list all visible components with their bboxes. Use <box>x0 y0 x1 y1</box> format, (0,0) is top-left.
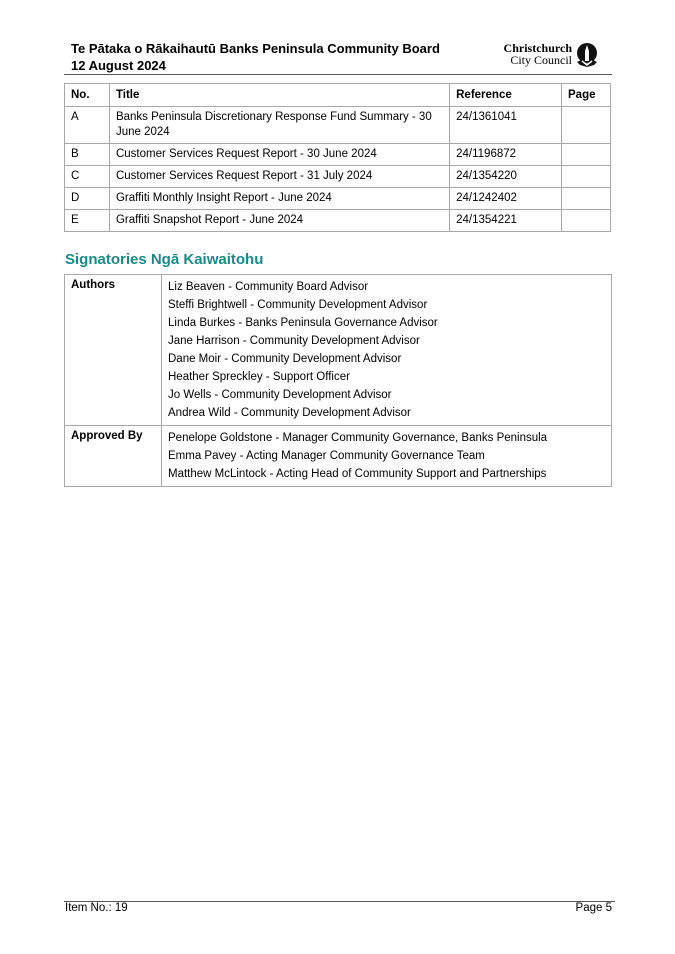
cell-title: Banks Peninsula Discretionary Response Fund Summary - 30 June 2024 <box>109 107 449 144</box>
cell-no: E <box>65 210 110 232</box>
approved-list <box>162 426 612 487</box>
author-entry: Heather Spreckley - Support Officer <box>168 371 350 383</box>
council-logo <box>498 42 602 70</box>
col-header-title: Title <box>109 84 449 107</box>
author-entry: Andrea Wild - Community Development Advisor <box>168 407 411 419</box>
authors-list <box>162 275 612 426</box>
cell-page <box>562 166 611 188</box>
col-header-page: Page <box>562 84 611 107</box>
table-row <box>65 188 611 210</box>
author-entry: Jane Harrison - Community Development Advisor <box>168 335 420 347</box>
cell-page <box>562 188 611 210</box>
cell-ref: 24/1361041 <box>450 107 562 144</box>
cell-no: D <box>65 188 110 210</box>
approver-entry: Emma Pavey - Acting Manager Community Governance Team <box>168 450 485 462</box>
cell-no: C <box>65 166 110 188</box>
col-header-no: No. <box>65 84 110 107</box>
cell-page <box>562 210 611 232</box>
footer-divider <box>64 901 615 902</box>
cell-ref: 24/1354220 <box>450 166 562 188</box>
cell-page <box>562 107 611 144</box>
cell-no: B <box>65 144 110 166</box>
approved-label: Approved By <box>65 426 162 487</box>
approver-entry: Matthew McLintock - Acting Head of Community Support and Partnerships <box>168 468 547 480</box>
logo-line1: Christchurch <box>503 41 572 55</box>
author-entry: Linda Burkes - Banks Peninsula Governance Advisor <box>168 317 438 329</box>
table-header-row <box>65 84 611 107</box>
cell-ref: 24/1354221 <box>450 210 562 232</box>
cathedral-icon <box>574 42 600 68</box>
authors-label: Authors <box>65 275 162 426</box>
cell-title: Graffiti Monthly Insight Report - June 2024 <box>109 188 449 210</box>
approved-row <box>65 426 612 487</box>
table-row <box>65 166 611 188</box>
attachments-table <box>64 83 611 232</box>
cell-page <box>562 144 611 166</box>
cell-title: Customer Services Request Report - 31 July 2024 <box>109 166 449 188</box>
author-entry: Liz Beaven - Community Board Advisor <box>168 281 369 293</box>
signatories-heading: Signatories Ngā Kaiwaitohu <box>65 251 264 268</box>
author-entry: Steffi Brightwell - Community Development Advisor <box>168 299 428 311</box>
header-divider <box>64 74 612 75</box>
table-row <box>65 144 611 166</box>
board-name: Te Pātaka o Rākaihautū Banks Peninsula Community Board <box>71 41 440 56</box>
item-number: Item No.: 19 <box>65 902 128 914</box>
table-row <box>65 107 611 144</box>
author-entry: Jo Wells - Community Development Advisor <box>168 389 392 401</box>
cell-ref: 24/1196872 <box>450 144 562 166</box>
cell-no: A <box>65 107 110 144</box>
logo-line2: City Council <box>510 53 572 67</box>
cell-ref: 24/1242402 <box>450 188 562 210</box>
page-number: Page 5 <box>575 902 612 914</box>
table-row <box>65 210 611 232</box>
cell-title: Customer Services Request Report - 30 June 2024 <box>109 144 449 166</box>
col-header-reference: Reference <box>450 84 562 107</box>
approver-entry: Penelope Goldstone - Manager Community Governance, Banks Peninsula <box>168 432 548 444</box>
meeting-date: 12 August 2024 <box>71 58 166 73</box>
signatories-table <box>64 274 612 487</box>
authors-row <box>65 275 612 426</box>
cell-title: Graffiti Snapshot Report - June 2024 <box>109 210 449 232</box>
author-entry: Dane Moir - Community Development Advisor <box>168 353 402 365</box>
